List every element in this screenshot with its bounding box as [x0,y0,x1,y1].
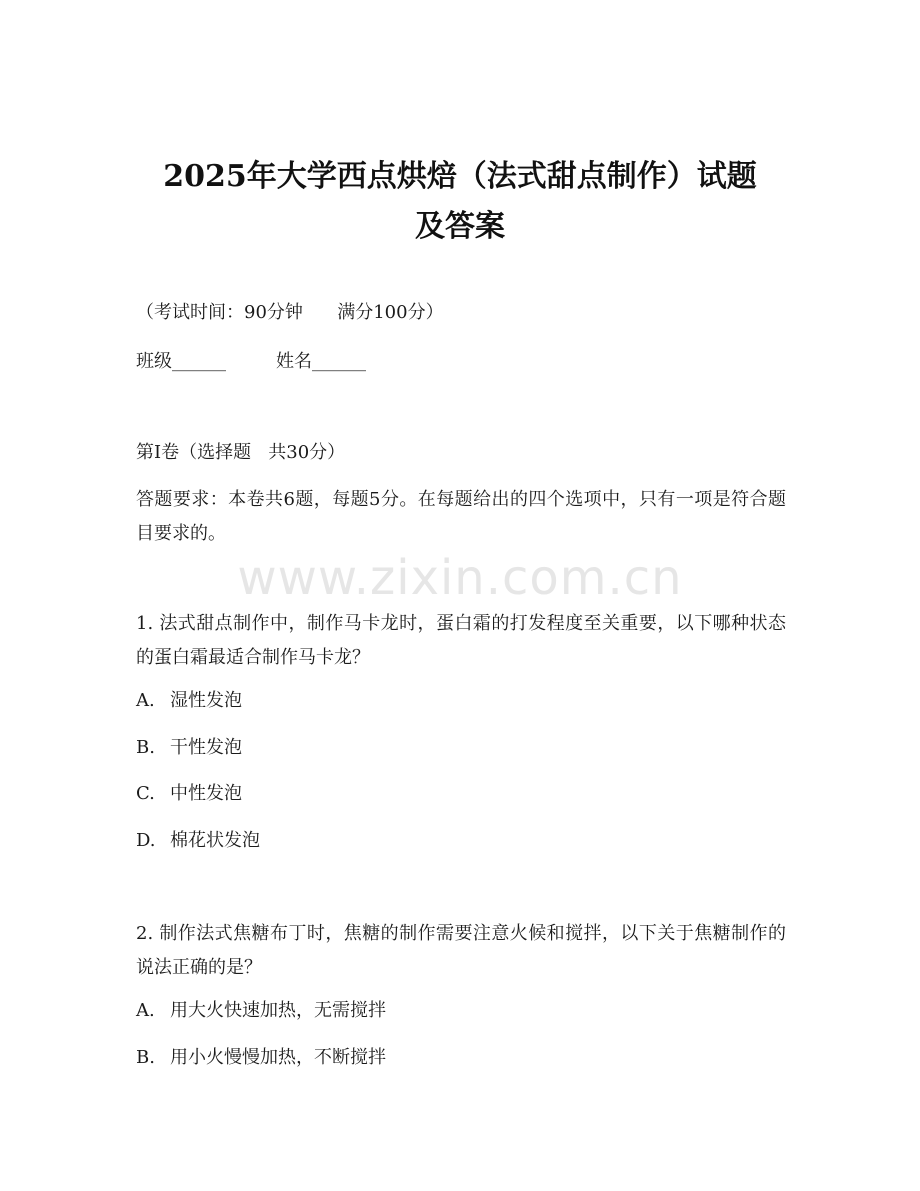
option-text: 干性发泡 [170,737,242,758]
option-letter: C. [136,783,155,804]
question-1-option-b [136,731,786,765]
question-1-stem: 1. 法式甜点制作中，制作马卡龙时，蛋白霜的打发程度至关重要，以下哪种状态的蛋白霜最适合制作马卡龙？ [136,613,786,668]
option-text: 用小火慢慢加热，不断搅拌 [170,1047,386,1068]
question-1-option-c [136,777,786,811]
question-1-option-d [136,824,786,858]
title-line-2: 及答案 [415,209,505,244]
class-label: 班级______ [136,351,226,372]
document-title [100,152,820,252]
question-1-option-a [136,684,786,718]
option-text: 棉花状发泡 [170,830,260,851]
option-text: 中性发泡 [170,783,242,804]
option-letter: B. [136,1047,155,1068]
option-letter: A. [136,690,155,711]
question-2-option-a [136,994,786,1028]
question-2-stem: 2. 制作法式焦糖布丁时，焦糖的制作需要注意火候和搅拌，以下关于焦糖制作的说法正确的是？ [136,923,786,978]
option-letter: D. [136,830,156,851]
student-info-row [136,345,786,379]
name-label: 姓名______ [276,351,366,372]
question-2-option-b [136,1041,786,1075]
option-text: 湿性发泡 [170,690,242,711]
exam-info: （考试时间：90分钟 满分100分） [136,302,444,323]
option-letter: B. [136,737,155,758]
option-text: 用大火快速加热，无需搅拌 [170,1000,386,1021]
section-title: 第I卷（选择题 共30分） [136,442,346,463]
watermark: www.zixin.com.cn [237,550,683,606]
instructions: 答题要求：本卷共6题，每题5分。在每题给出的四个选项中，只有一项是符合题目要求的。 [136,489,786,544]
option-letter: A. [136,1000,155,1021]
title-line-1: 2025年大学西点烘焙（法式甜点制作）试题 [163,159,757,194]
